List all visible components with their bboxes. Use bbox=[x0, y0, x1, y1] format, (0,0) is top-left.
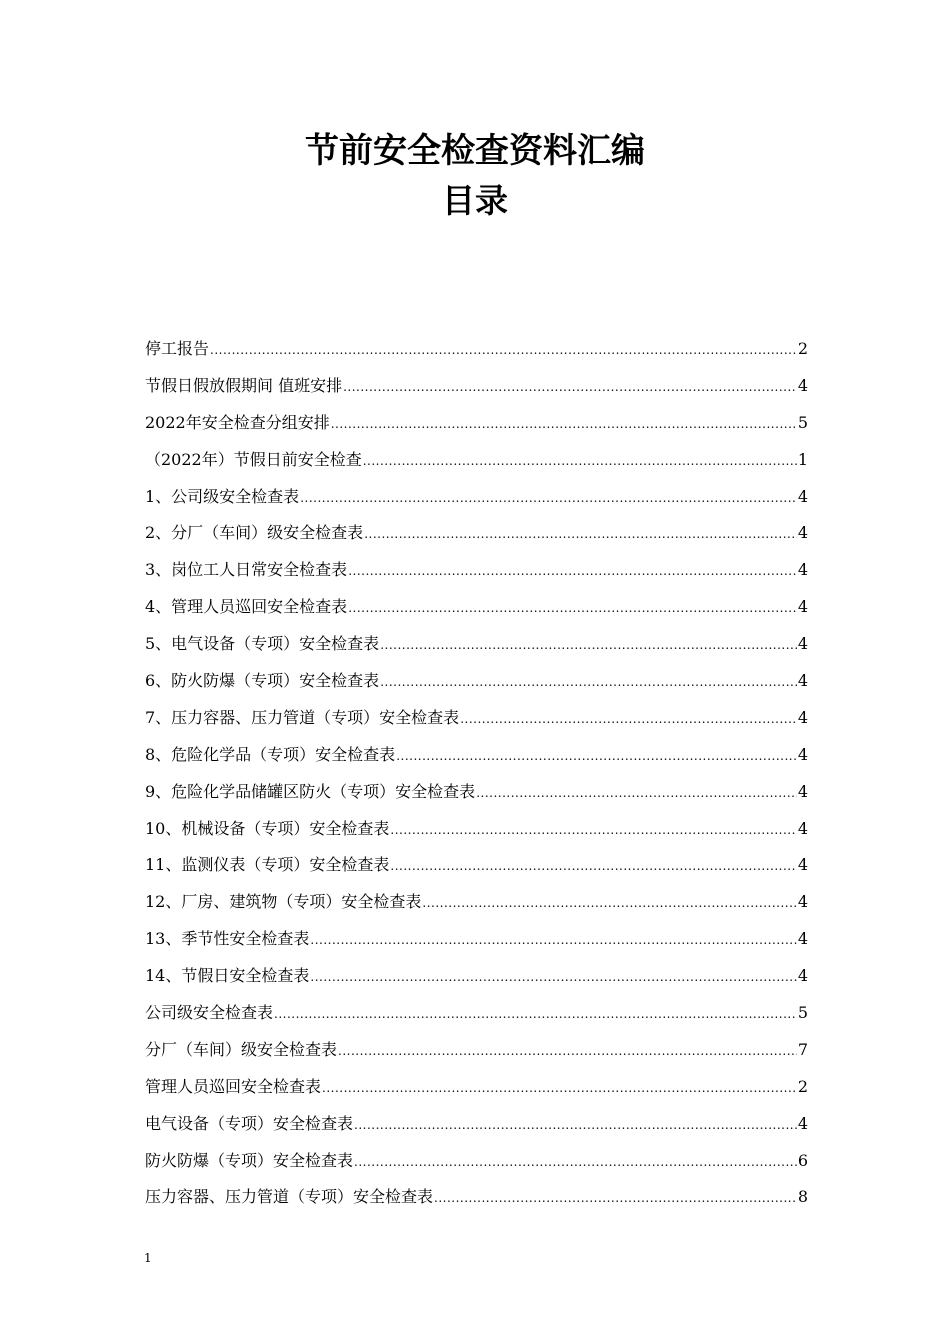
toc-entry-label: 节假日假放假期间 值班安排 bbox=[145, 375, 343, 395]
toc-entry[interactable] bbox=[145, 1069, 808, 1106]
toc-entry-label: 防火防爆（专项）安全检查表 bbox=[145, 1150, 354, 1170]
toc-entry[interactable] bbox=[145, 700, 808, 737]
toc-entry[interactable] bbox=[145, 331, 808, 368]
toc-dot-leader bbox=[476, 774, 797, 810]
toc-dot-leader bbox=[348, 552, 797, 588]
toc-entry-page: 4 bbox=[797, 818, 808, 838]
toc-dot-leader bbox=[364, 515, 797, 551]
table-of-contents bbox=[145, 331, 808, 1216]
toc-entry[interactable] bbox=[145, 663, 808, 700]
toc-dot-leader bbox=[331, 405, 797, 441]
toc-entry-label: （2022年）节假日前安全检查 bbox=[145, 449, 362, 469]
toc-entry[interactable] bbox=[145, 626, 808, 663]
toc-entry-page: 2 bbox=[797, 1076, 808, 1096]
toc-entry-label: 12、厂房、建筑物（专项）安全检查表 bbox=[145, 892, 422, 912]
document-title: 节前安全检查资料汇编 bbox=[305, 131, 645, 171]
toc-entry-page: 8 bbox=[797, 1187, 808, 1207]
toc-entry-page: 4 bbox=[797, 744, 808, 764]
toc-entry-label: 公司级安全检查表 bbox=[145, 1003, 274, 1023]
toc-entry[interactable] bbox=[145, 442, 808, 479]
toc-dot-leader bbox=[310, 958, 796, 994]
toc-entry[interactable] bbox=[145, 737, 808, 774]
toc-entry[interactable] bbox=[145, 1032, 808, 1069]
toc-dot-leader bbox=[396, 737, 797, 773]
toc-entry-page: 4 bbox=[797, 634, 808, 654]
toc-entry-page: 1 bbox=[797, 449, 808, 469]
toc-entry-page: 4 bbox=[797, 486, 808, 506]
toc-entry-page: 6 bbox=[797, 1150, 808, 1170]
toc-entry-page: 4 bbox=[797, 707, 808, 727]
toc-entry-label: 2、分厂（车间）级安全检查表 bbox=[145, 523, 364, 543]
toc-entry-label: 4、管理人员巡回安全检查表 bbox=[145, 597, 348, 617]
toc-entry-page: 4 bbox=[797, 375, 808, 395]
toc-dot-leader bbox=[348, 589, 797, 625]
toc-dot-leader bbox=[380, 663, 797, 699]
toc-entry-label: 10、机械设备（专项）安全检查表 bbox=[145, 818, 390, 838]
toc-entry-page: 4 bbox=[797, 929, 808, 949]
toc-entry-page: 4 bbox=[797, 892, 808, 912]
toc-dot-leader bbox=[434, 1179, 797, 1215]
toc-dot-leader bbox=[274, 995, 797, 1031]
toc-dot-leader bbox=[390, 811, 796, 847]
toc-entry-label: 5、电气设备（专项）安全检查表 bbox=[145, 634, 380, 654]
toc-entry-page: 4 bbox=[797, 1113, 808, 1133]
toc-entry-label: 分厂（车间）级安全检查表 bbox=[145, 1039, 338, 1059]
toc-entry-page: 4 bbox=[797, 966, 808, 986]
toc-entry-page: 2 bbox=[797, 339, 808, 358]
toc-dot-leader bbox=[354, 1106, 797, 1142]
toc-entry[interactable] bbox=[145, 811, 808, 848]
toc-entry-page: 4 bbox=[797, 855, 808, 875]
toc-entry-page: 4 bbox=[797, 781, 808, 801]
toc-entry-page: 5 bbox=[797, 1003, 808, 1023]
toc-entry-label: 电气设备（专项）安全检查表 bbox=[145, 1113, 354, 1133]
page-number: 1 bbox=[144, 1251, 152, 1265]
toc-entry-label: 压力容器、压力管道（专项）安全检查表 bbox=[145, 1187, 434, 1207]
toc-entry-label: 3、岗位工人日常安全检查表 bbox=[145, 560, 348, 580]
toc-entry-label: 14、节假日安全检查表 bbox=[145, 966, 310, 986]
toc-entry-page: 4 bbox=[797, 597, 808, 617]
toc-dot-leader bbox=[343, 368, 797, 404]
toc-dot-leader bbox=[322, 1069, 797, 1105]
toc-entry[interactable] bbox=[145, 479, 808, 516]
toc-dot-leader bbox=[210, 331, 797, 367]
toc-entry[interactable] bbox=[145, 958, 808, 995]
toc-dot-leader bbox=[460, 700, 797, 736]
toc-dot-leader bbox=[300, 479, 797, 515]
toc-dot-leader bbox=[380, 626, 797, 662]
toc-entry-page: 4 bbox=[797, 560, 808, 580]
toc-entry[interactable] bbox=[145, 515, 808, 552]
toc-entry[interactable] bbox=[145, 884, 808, 921]
toc-entry[interactable] bbox=[145, 368, 808, 405]
toc-entry-label: 7、压力容器、压力管道（专项）安全检查表 bbox=[145, 707, 460, 727]
toc-entry-label: 9、危险化学品储罐区防火（专项）安全检查表 bbox=[145, 781, 476, 801]
toc-dot-leader bbox=[390, 847, 796, 883]
toc-entry-label: 13、季节性安全检查表 bbox=[145, 929, 310, 949]
toc-entry[interactable] bbox=[145, 774, 808, 811]
toc-entry[interactable] bbox=[145, 552, 808, 589]
toc-entry-page: 4 bbox=[797, 671, 808, 691]
toc-entry-label: 6、防火防爆（专项）安全检查表 bbox=[145, 671, 380, 691]
toc-entry-label: 管理人员巡回安全检查表 bbox=[145, 1076, 322, 1096]
toc-heading: 目录 bbox=[442, 181, 508, 220]
toc-entry[interactable] bbox=[145, 921, 808, 958]
toc-entry[interactable] bbox=[145, 847, 808, 884]
toc-entry[interactable] bbox=[145, 405, 808, 442]
toc-entry[interactable] bbox=[145, 995, 808, 1032]
toc-dot-leader bbox=[422, 884, 796, 920]
toc-entry-label: 8、危险化学品（专项）安全检查表 bbox=[145, 744, 396, 764]
toc-dot-leader bbox=[363, 442, 797, 478]
toc-entry-label: 停工报告 bbox=[145, 339, 210, 358]
toc-entry-page: 4 bbox=[797, 523, 808, 543]
toc-dot-leader bbox=[354, 1143, 797, 1179]
toc-entry[interactable] bbox=[145, 589, 808, 626]
toc-entry[interactable] bbox=[145, 1106, 808, 1143]
toc-entry-page: 5 bbox=[797, 412, 808, 432]
toc-entry-page: 7 bbox=[797, 1039, 808, 1059]
toc-entry-label: 1、公司级安全检查表 bbox=[145, 486, 300, 506]
toc-dot-leader bbox=[310, 921, 796, 957]
toc-dot-leader bbox=[338, 1032, 797, 1068]
toc-entry-label: 11、监测仪表（专项）安全检查表 bbox=[145, 855, 390, 875]
toc-entry[interactable] bbox=[145, 1143, 808, 1180]
toc-entry-label: 2022年安全检查分组安排 bbox=[145, 412, 330, 432]
toc-entry[interactable] bbox=[145, 1179, 808, 1216]
